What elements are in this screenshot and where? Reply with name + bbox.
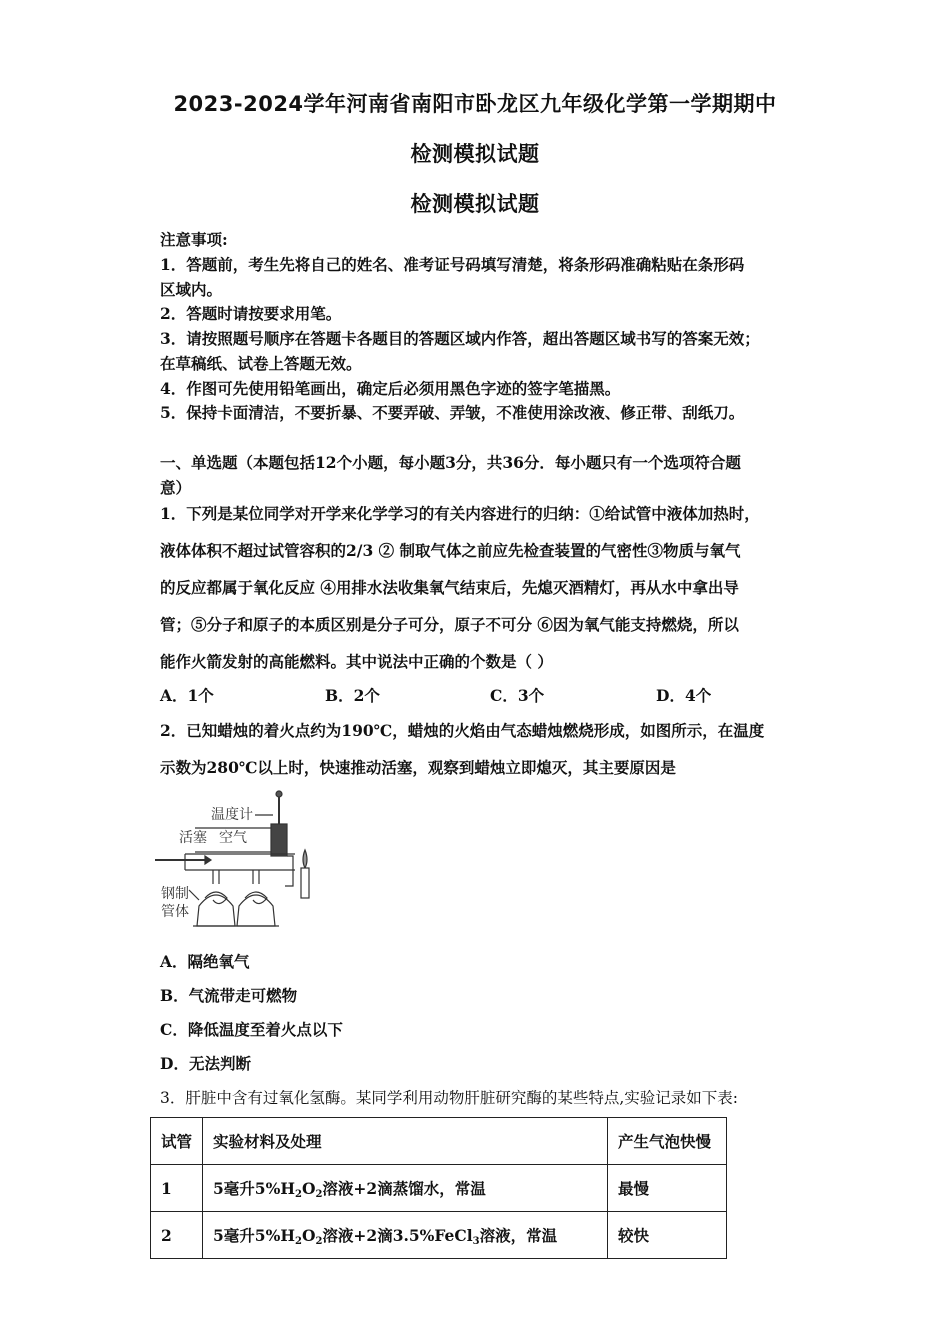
table-row [151,1212,727,1259]
q1-line-1: 1．下列是某位同学对开学来化学学习的有关内容进行的归纳：①给试管中液体加热时， [160,504,760,523]
exam-title-line3: 检测模拟试题 [410,192,540,216]
row2-material-b: O [301,1225,316,1245]
notice-line-7: 5．保持卡面清洁，不要折暴、不要弄破、弄皱，不准使用涂改液、修正带、刮纸刀。 [160,403,745,422]
q2-apparatus-figure [155,788,325,936]
q2-line-2: 示数为280℃以上时，快速推动活塞，观察到蜡烛立即熄灭，其主要原因是 [160,758,676,777]
q1-option-a[interactable]: A．1个 [160,686,214,705]
exam-title-line2: 检测模拟试题 [410,142,540,166]
piston-arrow [205,856,211,864]
notice-line-3: 2．答题时请按要求用笔。 [160,304,342,323]
notice-line-1: 1．答题前，考生先将自己的姓名、准考证号码填写清楚，将条形码准确粘贴在条形码 [160,255,745,274]
label-steel-2: 管体 [161,904,189,920]
header-bubbles: 产生气泡快慢 [608,1118,727,1165]
header-tube: 试管 [151,1118,203,1165]
q2-line-1: 2．已知蜡烛的着火点约为190℃，蜡烛的火焰由气态蜡烛燃烧形成，如图所示，在温度 [160,721,765,740]
candle-flame [303,850,307,868]
row2-material-a: 5毫升5%H [213,1225,295,1245]
row1-sub-a: 2 [294,1188,302,1200]
q2-option-b[interactable]: B．气流带走可燃物 [160,986,298,1005]
notice-line-5: 在草稿纸、试卷上答题无效。 [160,354,362,373]
burner-left [197,895,235,926]
exam-title-line1: 2023-2024学年河南省南阳市卧龙区九年级化学第一学期期中 [173,92,777,116]
notice-heading: 注意事项: [160,230,228,249]
header-material: 实验材料及处理 [203,1118,608,1165]
row1-material-b: O [301,1178,316,1198]
notice-line-2: 区域内。 [160,280,223,299]
label-steel-1: 钢制 [161,886,189,902]
label-air: 空气 [219,830,247,846]
steel-leader [189,890,199,900]
row2-result: 较快 [608,1212,727,1259]
q1-line-3: 的反应都属于氧化反应 ④用排水法收集氧气结束后，先熄灭酒精灯，再从水中拿出导 [160,578,739,597]
q1-line-4: 管；⑤分子和原子的本质区别是分子可分，原子不可分 ⑥因为氧气能支持燃烧，所以 [160,615,739,634]
row2-sub-a: 2 [294,1235,302,1247]
q2-option-c[interactable]: C．降低温度至着火点以下 [160,1020,343,1039]
burner-right [237,895,275,926]
thermometer-top [276,791,282,797]
row2-material-c: 溶液+2滴3.5%FeCl [322,1225,473,1245]
candle [301,868,309,898]
table-header-row [151,1118,727,1165]
outlet-pipe [285,856,293,886]
row1-tube: 1 [151,1165,203,1212]
notice-line-4: 3．请按照题号顺序在答题卡各题目的答题区域内作答，超出答题区域书写的答案无效； [160,329,760,348]
row2-sub-b: 2 [315,1235,323,1247]
row2-tube: 2 [151,1212,203,1259]
plunger-block [271,824,287,856]
q1-line-5: 能作火箭发射的高能燃料。其中说法中正确的个数是（ ） [160,652,553,671]
q2-option-d[interactable]: D．无法判断 [160,1054,251,1073]
row1-result: 最慢 [608,1165,727,1212]
section1-heading: 一、单选题（本题包括12个小题，每小题3分，共36分．每小题只有一个选项符合题 [160,453,741,472]
row1-material [203,1165,608,1212]
q1-option-b[interactable]: B．2个 [325,686,380,705]
row2-sub-c: 3 [472,1235,480,1247]
q1-option-c[interactable]: C．3个 [490,686,545,705]
label-piston: 活塞 [179,830,207,846]
notice-line-6: 4．作图可先使用铅笔画出，确定后必须用黑色字迹的签字笔描黑。 [160,379,621,398]
q1-line-2: 液体体积不超过试管容积的2/3 ② 制取气体之前应先检查装置的气密性③物质与氧气 [160,541,741,560]
table-row [151,1165,727,1212]
row1-sub-b: 2 [315,1188,323,1200]
row1-material-c: 溶液+2滴蒸馏水，常温 [322,1178,486,1198]
q1-option-d[interactable]: D．4个 [656,686,712,705]
q2-option-a[interactable]: A．隔绝氧气 [160,952,250,971]
row2-material [203,1212,608,1259]
section1-heading-cont: 意） [160,478,192,497]
experiment-table [150,1117,727,1259]
row1-material-a: 5毫升5%H [213,1178,295,1198]
label-thermometer: 温度计 [211,807,253,823]
q3-stem: 3．肝脏中含有过氧化氢酶。某同学利用动物肝脏研究酶的某些特点,实验记录如下表: [160,1089,739,1107]
row2-material-d: 溶液，常温 [479,1225,558,1245]
